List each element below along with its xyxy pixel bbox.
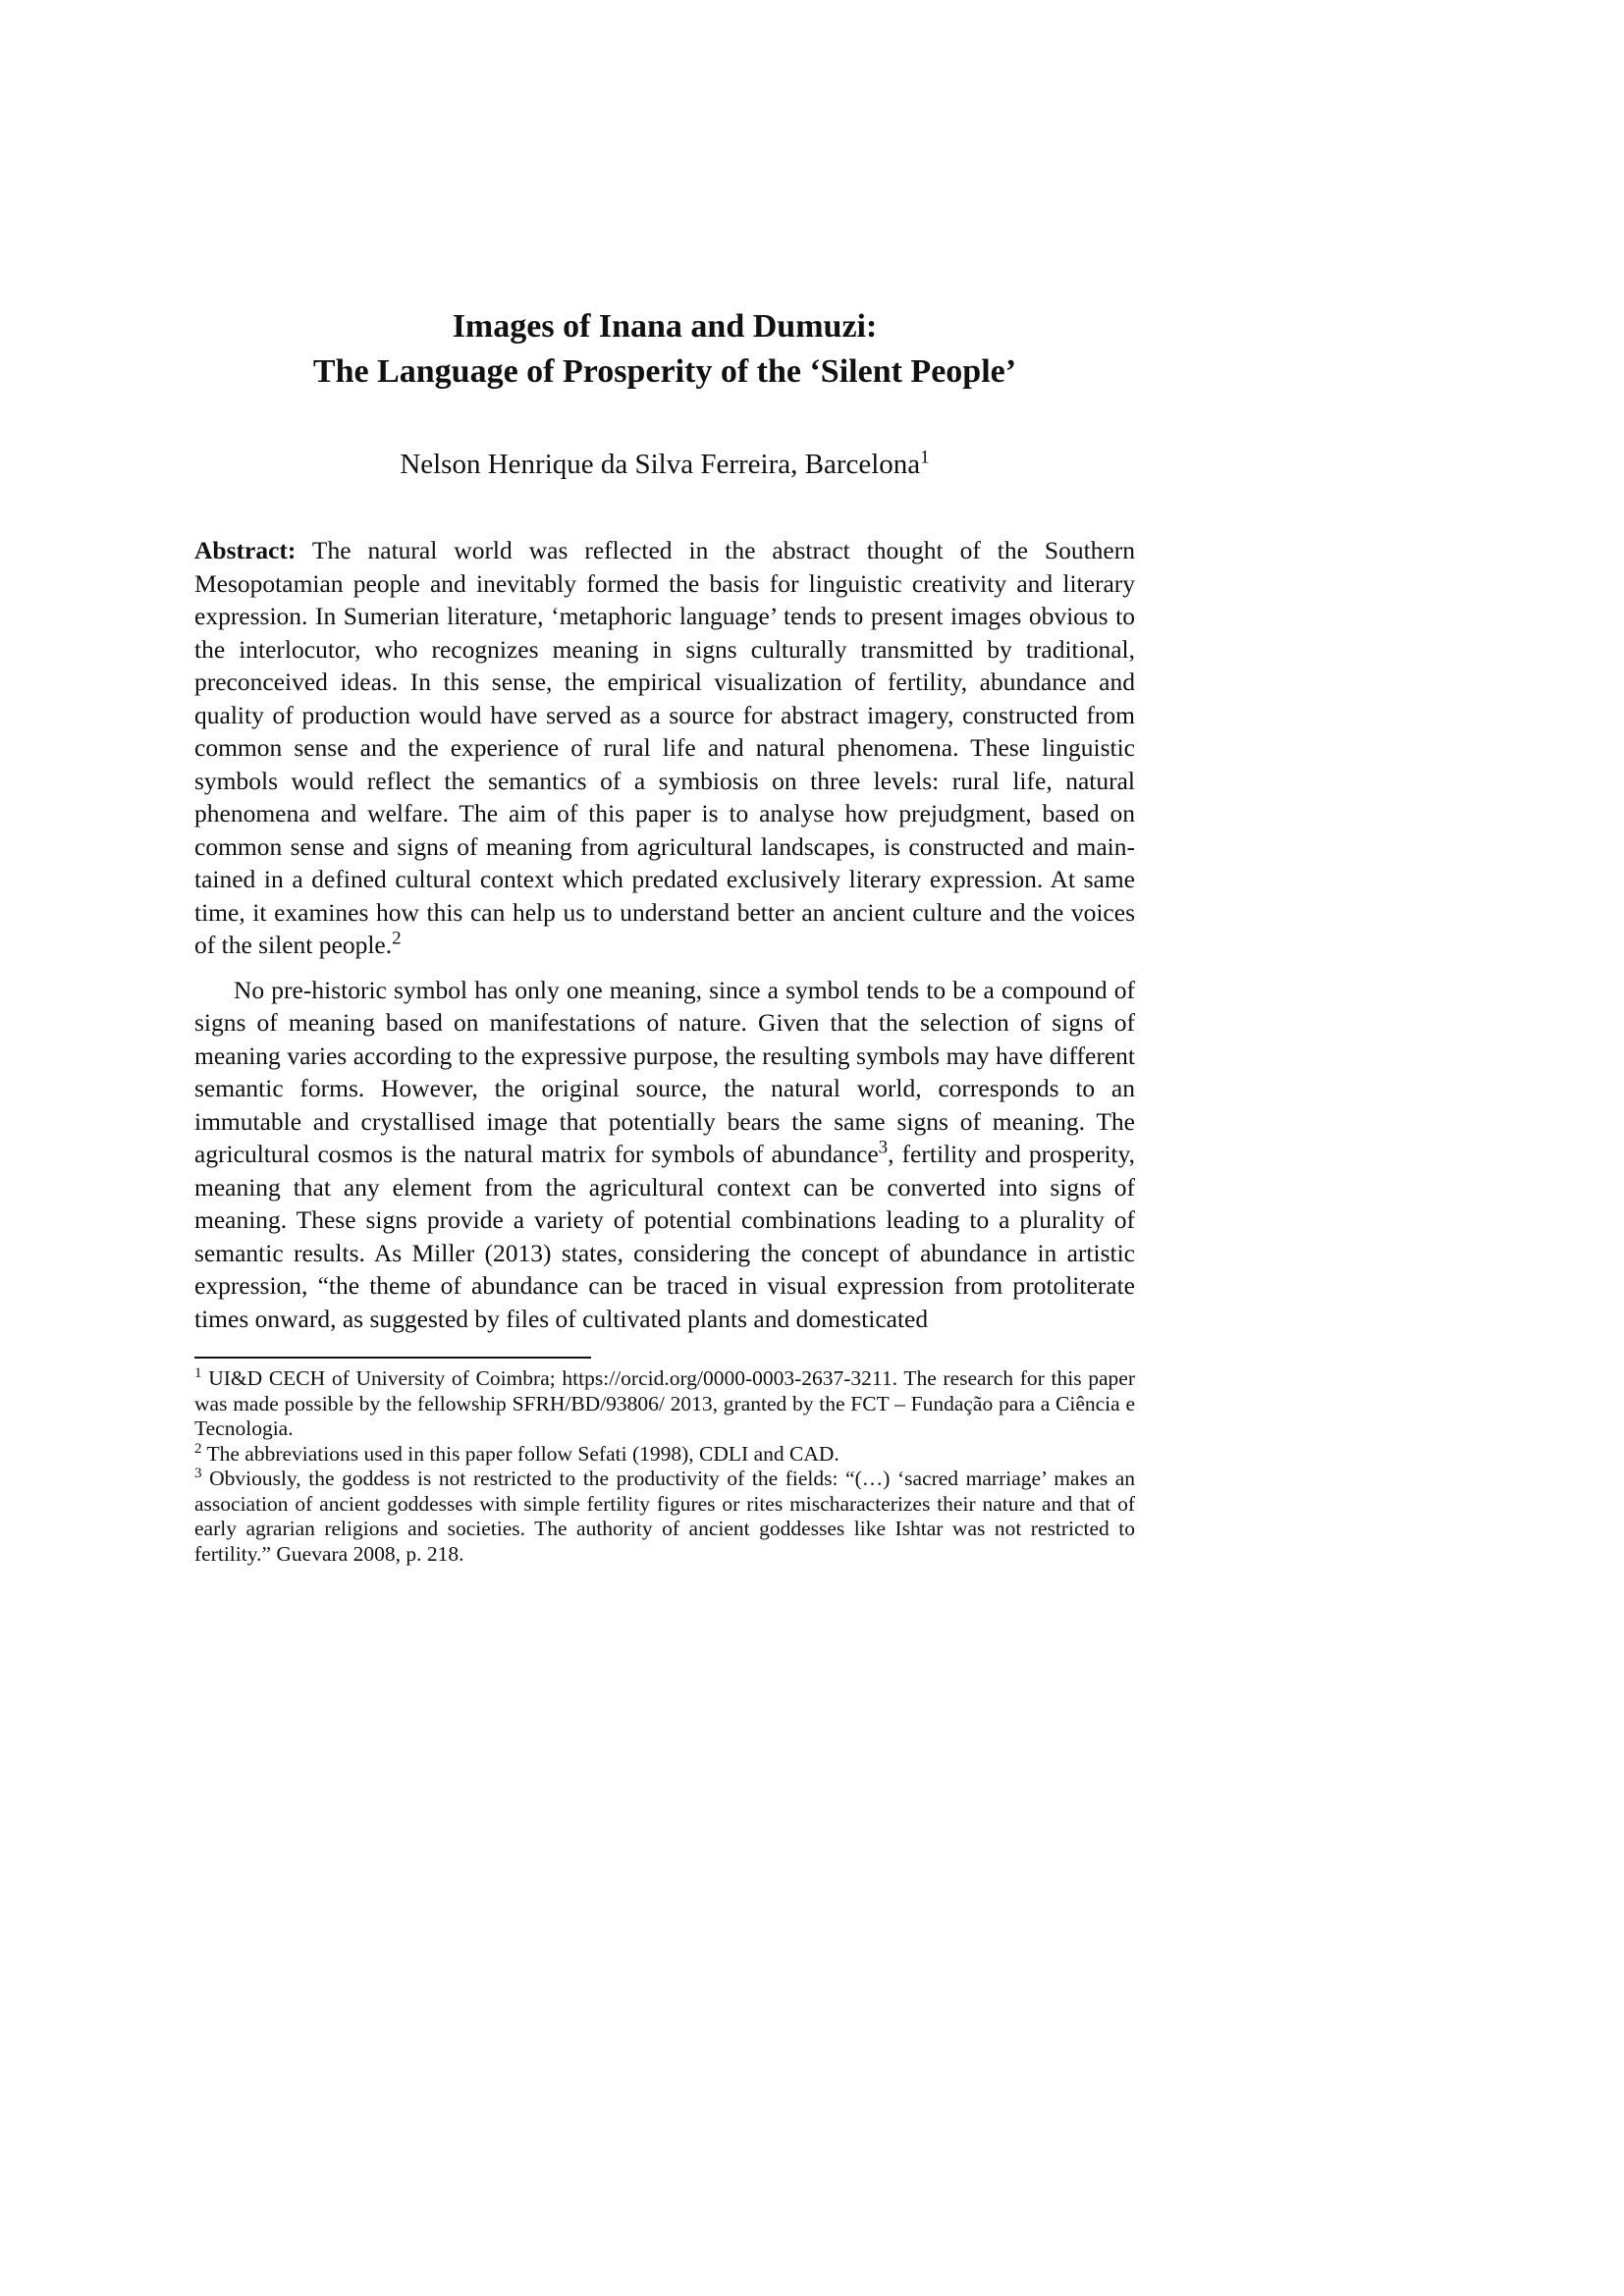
footnote-3 (194, 1467, 1135, 1567)
body-paragraph-text-1: No pre-historic symbol has only one meaning, since a symbol tends to be a compound of signs of meaning based on manifestations of nature. Given that the selection of signs of meaning varies according to the expressive purpose, the resulting symbols may have different semantic forms. However, the original source, the natural world, corresponds to an immutable and crystallised image that potentially bears the same signs of meaning. The agricultural cosmos is the natural matrix for symbols of abundance (194, 975, 1135, 1168)
abstract-paragraph (194, 534, 1135, 962)
footnote-mark: 1 (194, 1364, 202, 1381)
footnote-mark: 3 (194, 1465, 202, 1481)
footnote-ref-2: 2 (392, 928, 402, 949)
footnote-text: Obviously, the goddess is not restricted to the productivity of the fields: “(…) ‘sacred marriage’ makes an association of ancient goddesses with simple fertility figures or rites mischaracterizes their nature and that of early agrarian religions and societies. The authority of ancient goddesses like Ishtar was not restricted to fertility.” Guevara 2008, p. 218. (194, 1467, 1135, 1566)
title-line-1: Images of Inana and Dumuzi: (452, 308, 878, 345)
footnote-divider (194, 1357, 591, 1359)
text-column (194, 304, 1135, 1567)
author-name: Nelson Henrique da Silva Ferreira, Barcelona (400, 449, 921, 480)
title-line-2: The Language of Prosperity of the ‘Silent People’ (312, 353, 1017, 390)
paper-title (194, 304, 1135, 395)
abstract-label: Abstract: (194, 536, 297, 564)
footnotes-section (194, 1366, 1135, 1567)
author-line (194, 445, 1135, 484)
abstract-text: The natural world was reflected in the abstract thought of the Southern Mesopotamian people and inevitably formed the basis for linguistic creativity and literary expression. In Sumerian literature, ‘metaphoric language’ tends to present images obvious to the interlocutor, who recognizes meaning in signs culturally transmitted by traditional, preconceived ideas. In this sense, the empirical visualization of fertility, abundance and quality of production would have served as a source for abstract imagery, constructed from common sense and the experience of rural life and natural phenomena. These linguistic symbols would reflect the semantics of a symbiosis on three levels: rural life, natural phenomena and welfare. The aim of this paper is to analyse how prejudgment, based on common sense and signs of meaning from agricultural landscapes, is constructed and maintained in a defined cultural context which predated exclusively literary expression. At same time, it examines how this can help us to understand better an ancient culture and the voices of the silent people. (194, 536, 1135, 959)
body-paragraph-text-2: , fertility and prosperity, meaning that any element from the agricultural context can be converted into signs of meaning. These signs provide a variety of potential combinations leading to a plurality of semantic results. As Miller (2013) states, considering the concept of abundance in artistic expression, “the theme of abundance can be traced in visual expression from protoliterate times onward, as suggested by files of cultivated plants and domesticated (194, 1140, 1135, 1333)
footnote-ref-3: 3 (878, 1137, 889, 1158)
footnote-text: The abbreviations used in this paper follow Sefati (1998), CDLI and CAD. (201, 1441, 839, 1466)
footnote-text: UI&D CECH of University of Coimbra; https://orcid.org/0000-0003-2637-3211. The research for this paper was made possible by the fellowship SFRH/BD/93806/ 2013, granted by the FCT – Fundação para a Ciência e Tecnologia. (194, 1366, 1135, 1440)
footnote-1 (194, 1366, 1135, 1442)
body-paragraph (194, 974, 1135, 1336)
footnote-mark: 2 (194, 1440, 202, 1457)
footnote-ref-1: 1 (920, 447, 930, 468)
footnote-2 (194, 1442, 1135, 1468)
